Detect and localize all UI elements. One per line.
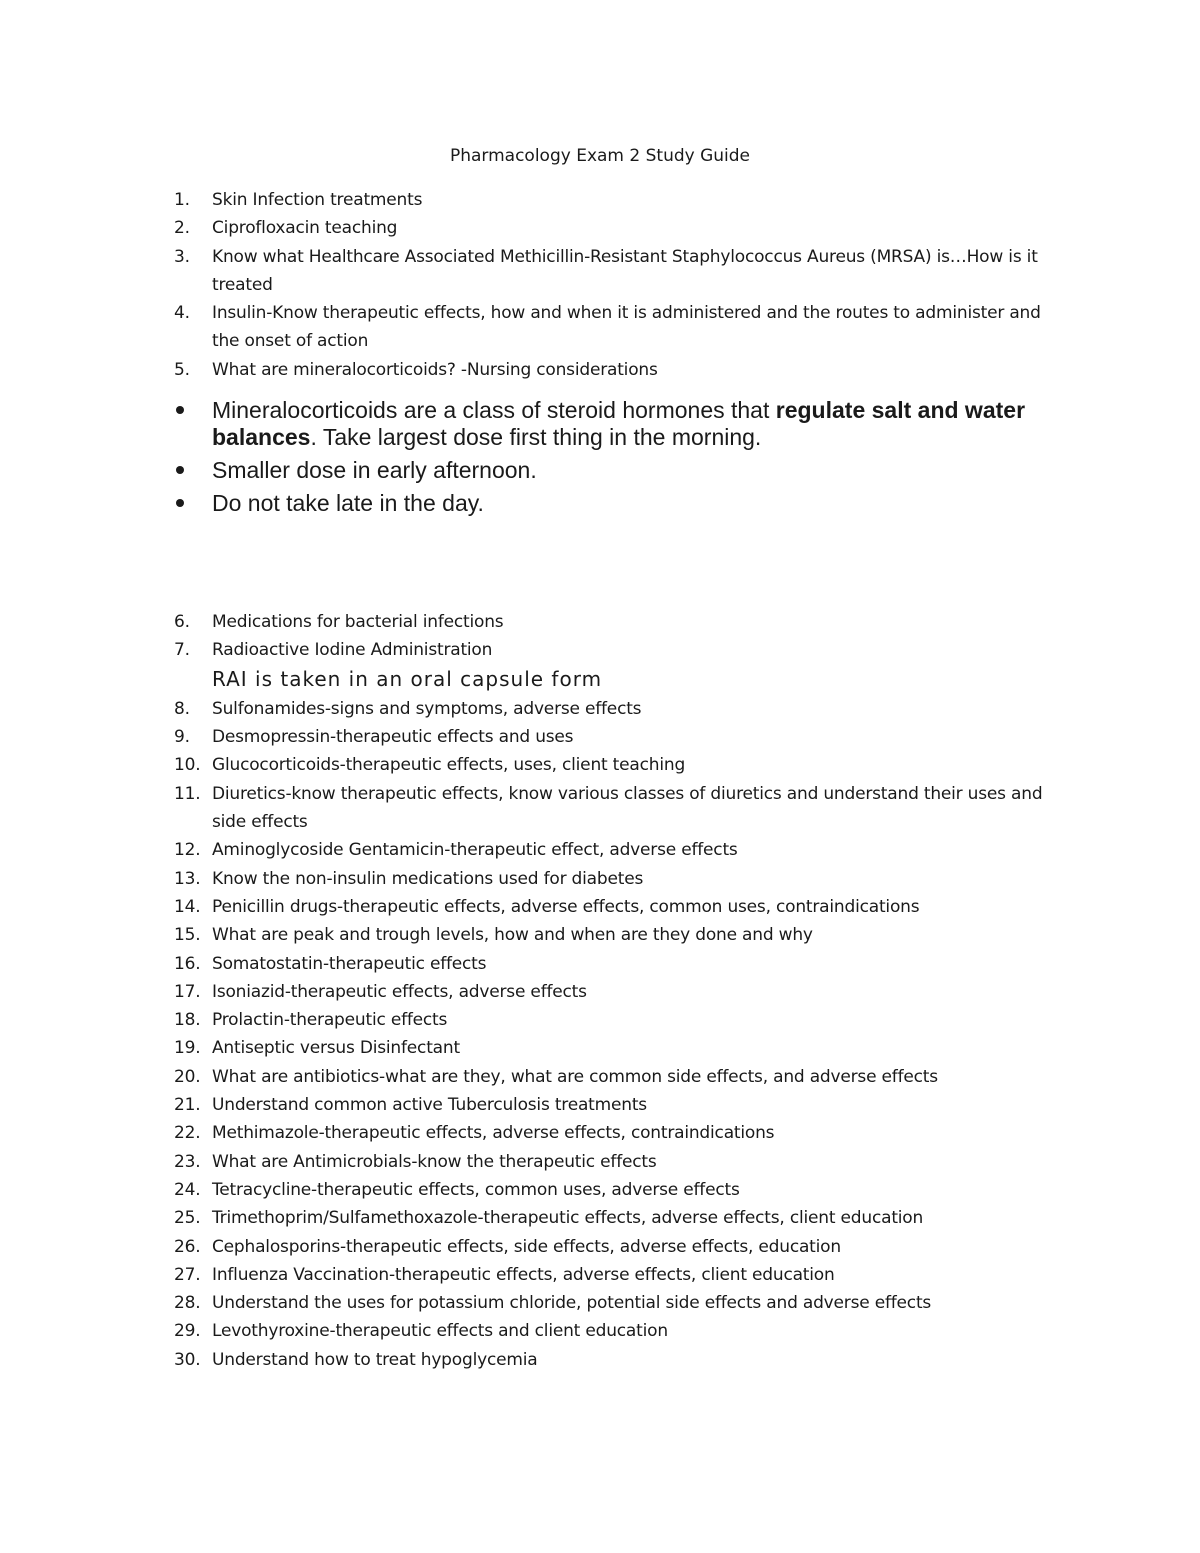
list-item — [174, 1091, 1054, 1119]
list-item — [174, 1317, 1054, 1345]
bullet-dot-icon — [176, 406, 184, 414]
item-text: Levothyroxine-therapeutic effects and client education — [212, 1321, 668, 1342]
item-text: What are mineralocorticoids? -Nursing considerations — [212, 359, 658, 380]
item-text: Skin Infection treatments — [212, 190, 423, 210]
item-number: 15. — [174, 925, 201, 946]
study-list-part-2 — [174, 608, 1054, 1374]
list-item — [174, 1006, 1054, 1034]
item-text: Tetracycline-therapeutic effects, common uses, adverse effects — [212, 1179, 740, 1200]
item-number: 28. — [174, 1293, 201, 1314]
list-item — [174, 950, 1054, 978]
item-text: Desmopressin-therapeutic effects and uses — [212, 727, 574, 748]
item-number: 24. — [174, 1179, 201, 1200]
item-text: Antiseptic versus Disinfectant — [212, 1038, 460, 1059]
list-item — [174, 1119, 1054, 1147]
bullet-dot-icon — [176, 466, 184, 474]
item-text: What are peak and trough levels, how and when are they done and why — [212, 925, 813, 946]
item-number: 21. — [174, 1095, 201, 1116]
list-item — [174, 751, 1054, 779]
item-number: 8. — [174, 698, 190, 719]
mineralocorticoid-notes — [174, 397, 1074, 523]
list-item — [174, 243, 1054, 300]
bullet-item — [174, 490, 1074, 517]
item-number: 19. — [174, 1038, 201, 1059]
item-number: 7. — [174, 640, 190, 661]
item-number: 12. — [174, 840, 201, 861]
list-item — [174, 608, 1054, 636]
item-number: 30. — [174, 1349, 201, 1370]
list-item — [174, 356, 1054, 384]
item-number: 14. — [174, 896, 201, 917]
list-item — [174, 1034, 1054, 1062]
page-title: Pharmacology Exam 2 Study Guide — [449, 146, 751, 166]
item-number: 1. — [174, 190, 190, 210]
list-item — [174, 865, 1054, 893]
item-number: 23. — [174, 1151, 201, 1172]
item-text: Somatostatin-therapeutic effects — [212, 953, 487, 974]
bullet-dot-icon — [176, 499, 184, 507]
list-item — [174, 836, 1054, 864]
list-item — [174, 893, 1054, 921]
list-item — [174, 1176, 1054, 1204]
list-item — [174, 1233, 1054, 1261]
bullet-item — [174, 397, 1074, 451]
item-number: 26. — [174, 1236, 201, 1257]
item-number: 27. — [174, 1264, 201, 1285]
item-number: 3. — [174, 246, 190, 267]
item-text: Isoniazid-therapeutic effects, adverse effects — [212, 981, 587, 1002]
item-number: 13. — [174, 868, 201, 889]
study-list-part-1 — [174, 186, 1054, 384]
list-item — [174, 695, 1054, 723]
item-number: 25. — [174, 1208, 201, 1229]
item-number: 29. — [174, 1321, 201, 1342]
list-item — [174, 723, 1054, 751]
list-item — [174, 1148, 1054, 1176]
item-number: 4. — [174, 303, 190, 324]
list-item — [174, 1261, 1054, 1289]
item-text: Know what Healthcare Associated Methicillin-Resistant Staphylococcus Aureus (MRSA) is…How is it treated — [212, 246, 1038, 295]
list-item — [174, 921, 1054, 949]
item-number: 9. — [174, 727, 190, 748]
list-item — [174, 978, 1054, 1006]
item-number: 6. — [174, 612, 190, 632]
item-text: Glucocorticoids-therapeutic effects, uses, client teaching — [212, 755, 686, 776]
item-text: Sulfonamides-signs and symptoms, adverse effects — [212, 698, 642, 719]
list-item — [174, 1063, 1054, 1091]
item-text: Insulin-Know therapeutic effects, how and when it is administered and the routes to administer and the onset of action — [212, 303, 1041, 352]
item-number: 18. — [174, 1010, 201, 1031]
list-item — [174, 636, 1054, 695]
item-text: What are Antimicrobials-know the therapeutic effects — [212, 1151, 657, 1172]
item-number: 11. — [174, 783, 201, 804]
list-item — [174, 1289, 1054, 1317]
item-number: 17. — [174, 981, 201, 1002]
item-number: 10. — [174, 755, 201, 776]
item-text: Radioactive Iodine Administration — [212, 640, 493, 661]
bullet-text: Smaller dose in early afternoon. — [212, 457, 537, 483]
item-text: Ciprofloxacin teaching — [212, 218, 398, 239]
bullet-bold-text: regulate salt and water balances — [212, 397, 1026, 450]
item-number: 16. — [174, 953, 201, 974]
item-text: Know the non-insulin medications used for diabetes — [212, 868, 644, 889]
item-text: Influenza Vaccination-therapeutic effects, adverse effects, client education — [212, 1264, 835, 1285]
bullet-text: Mineralocorticoids are a class of steroid hormones that — [212, 397, 776, 423]
item-text: Understand how to treat hypoglycemia — [212, 1349, 538, 1370]
item-text: Diuretics-know therapeutic effects, know various classes of diuretics and understand their uses and side effects — [212, 783, 1043, 833]
item-text: Medications for bacterial infections — [212, 612, 504, 632]
rai-note: RAI is taken in an oral capsule form — [212, 666, 603, 691]
list-item — [174, 299, 1054, 356]
bullet-text: . Take largest dose first thing in the morning. — [310, 424, 762, 450]
list-item — [174, 780, 1054, 837]
item-text: What are antibiotics-what are they, what are common side effects, and adverse effects — [212, 1066, 938, 1087]
list-item — [174, 186, 1054, 214]
list-item — [174, 214, 1054, 242]
list-item — [174, 1204, 1054, 1232]
item-number: 20. — [174, 1066, 201, 1087]
item-text: Prolactin-therapeutic effects — [212, 1010, 448, 1031]
item-text: Understand the uses for potassium chloride, potential side effects and adverse effects — [212, 1293, 932, 1314]
item-text: Cephalosporins-therapeutic effects, side effects, adverse effects, education — [212, 1236, 841, 1257]
bullet-item — [174, 457, 1074, 484]
item-text: Methimazole-therapeutic effects, adverse effects, contraindications — [212, 1123, 775, 1144]
item-text: Aminoglycoside Gentamicin-therapeutic effect, adverse effects — [212, 840, 738, 861]
bullet-text: Do not take late in the day. — [212, 490, 484, 516]
item-number: 5. — [174, 359, 190, 380]
item-text: Penicillin drugs-therapeutic effects, adverse effects, common uses, contraindications — [212, 896, 920, 917]
item-text: Understand common active Tuberculosis treatments — [212, 1095, 647, 1116]
item-text: Trimethoprim/Sulfamethoxazole-therapeutic effects, adverse effects, client education — [212, 1208, 924, 1229]
item-number: 2. — [174, 218, 190, 239]
item-number: 22. — [174, 1123, 201, 1144]
list-item — [174, 1346, 1054, 1374]
